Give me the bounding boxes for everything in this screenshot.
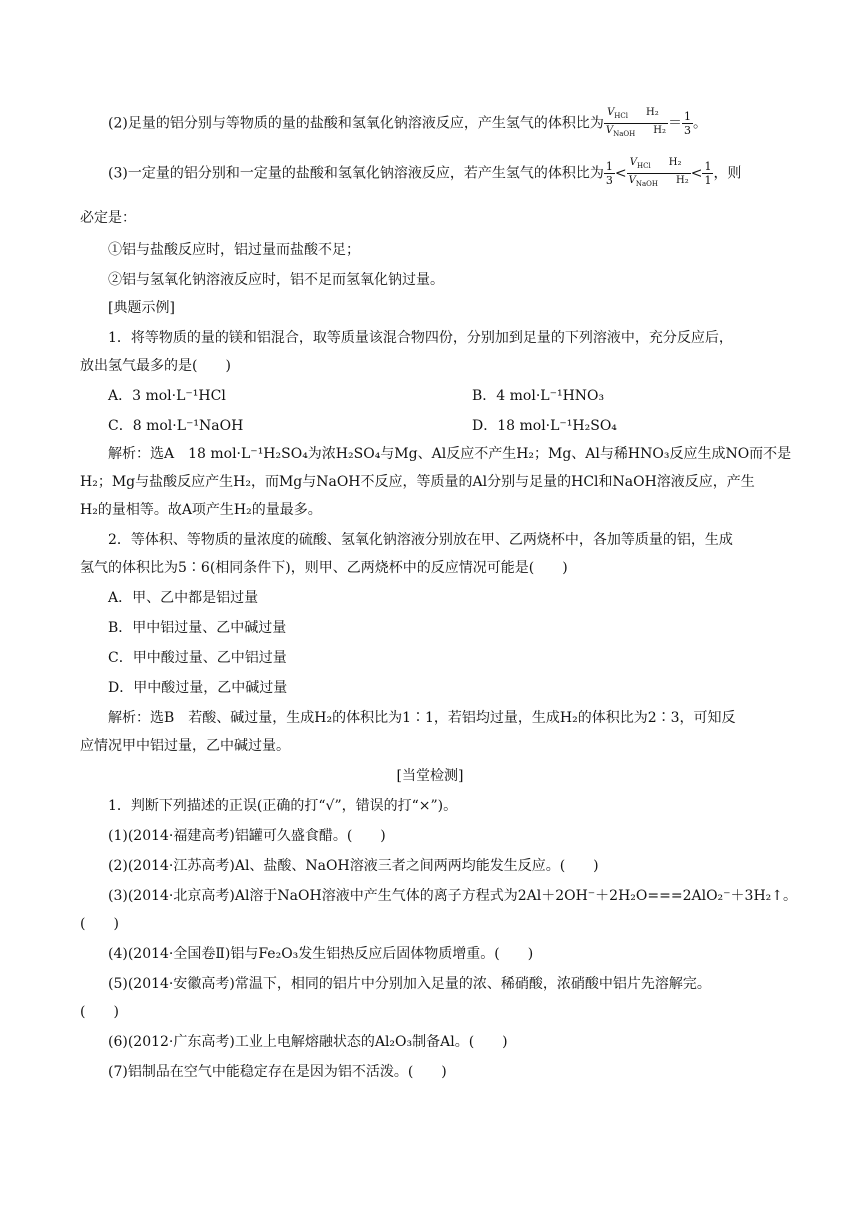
q2-option-a: A．甲、乙中都是铝过量 (108, 590, 259, 606)
t1-item-5-paren: ( ) (80, 1004, 119, 1020)
q1-option-b: B．4 mol·L⁻¹HNO₃ (472, 388, 605, 404)
upper-bound-fraction: $\frac{1}{1}$ (704, 160, 712, 187)
q2-solution-2: 应情况甲中铝过量，乙中碱过量。 (80, 738, 290, 754)
q1-solution-1: 解析：选A 18 mol·L⁻¹H₂SO₄为浓H₂SO₄与Mg、Al反应不产生H₂；Mg、Al与稀HNO₃反应生成NO而不是 (108, 446, 792, 462)
volume-ratio-fraction-2: $\frac{V_{HCl} H_2}{V_{NaOH} H_2}$ (628, 157, 689, 188)
q1-options-row-1 (108, 386, 605, 406)
ratio-value-fraction: $\frac{1}{3}$ (683, 110, 691, 137)
q1-solution-2: H₂；Mg与盐酸反应产生H₂，而Mg与NaOH不反应，等质量的Al分别与足量的HCl和NaOH溶液反应，产生 (80, 474, 755, 490)
t1-item-7: (7)铝制品在空气中能稳定存在是因为铝不活泼。( ) (108, 1064, 447, 1080)
q1-option-d: D．18 mol·L⁻¹H₂SO₄ (472, 418, 617, 434)
q1-solution-3: H₂的量相等。故A项产生H₂的量最多。 (80, 502, 322, 518)
q1-option-a: A．3 mol·L⁻¹HCl (108, 388, 226, 404)
section-heading-examples: [典题示例] (108, 300, 175, 316)
t1-item-3: (3)(2014·北京高考)Al溶于NaOH溶液中产生气体的离子方程式为2Al＋2OH⁻＋2H₂O===2AlO₂⁻＋3H₂↑。 (108, 888, 798, 904)
section-heading-check: [当堂检测] (396, 768, 464, 784)
q1-option-c: C．8 mol·L⁻¹NaOH (108, 418, 244, 434)
t1-item-4: (4)(2014·全国卷Ⅱ)铝与Fe₂O₃发生铝热反应后固体物质增重。( ) (108, 946, 534, 962)
condition-2: ②铝与氢氧化钠溶液反应时，铝不足而氢氧化钠过量。 (108, 272, 444, 288)
q2-stem-2: 氢气的体积比为5∶6(相同条件下)，则甲、乙两烧杯中的反应情况可能是( ) (80, 560, 568, 576)
volume-ratio-fraction: $\frac{V_{HCl} H_2}{V_{NaOH} H_2}$ (605, 107, 666, 138)
para-3: (3)一定量的铝分别和一定量的盐酸和氢氧化钠溶液反应，若产生氢气的体积比为 $\frac{1}{3}$ < $\frac{V_{HCl} H_2}{V_{NaOH} H_2}$ < $\frac{1}{1}$ ，则 (108, 156, 741, 191)
q1-options-row-2 (108, 416, 617, 436)
lower-bound-fraction: $\frac{1}{3}$ (605, 160, 613, 187)
q2-solution-1: 解析：选B 若酸、碱过量，生成H₂的体积比为1∶1，若铝均过量，生成H₂的体积比为2∶3，可知反 (108, 710, 736, 726)
t1-item-3-paren: ( ) (80, 916, 119, 932)
q2-stem-1: 2．等体积、等物质的量浓度的硫酸、氢氧化钠溶液分别放在甲、乙两烧杯中，各加等质量的铝，生成 (108, 532, 733, 548)
t1-item-5: (5)(2014·安徽高考)常温下，相同的铝片中分别加入足量的浓、稀硝酸，浓硝酸中铝片先溶解完。 (108, 976, 711, 992)
q1-stem-1: 1．将等物质的量的镁和铝混合，取等质量该混合物四份，分别加到足量的下列溶液中，充分反应后， (108, 330, 733, 346)
t1-item-1: (1)(2014·福建高考)铝罐可久盛食醋。( ) (108, 828, 386, 844)
para-2: (2)足量的铝分别与等物质的量的盐酸和氢氧化钠溶液反应，产生氢气的体积比为 $\frac{V_{HCl} H_2}{V_{NaOH} H_2}$ ＝ $\frac{1}{3}$ 。 (108, 106, 707, 141)
t1-item-2: (2)(2014·江苏高考)Al、盐酸、NaOH溶液三者之间两两均能发生反应。( ) (108, 858, 599, 874)
para-3-cont: 必定是： (80, 210, 136, 226)
q2-option-b: B．甲中铝过量、乙中碱过量 (108, 620, 287, 636)
t1-item-6: (6)(2012·广东高考)工业上电解熔融状态的Al₂O₃制备Al。( ) (108, 1034, 508, 1050)
t1-stem: 1．判断下列描述的正误(正确的打“√”，错误的打“×”)。 (108, 798, 458, 814)
q1-stem-2: 放出氢气最多的是( ) (80, 358, 231, 374)
q2-option-d: D．甲中酸过量，乙中碱过量 (108, 680, 288, 696)
condition-1: ①铝与盐酸反应时，铝过量而盐酸不足； (108, 242, 360, 258)
q2-option-c: C．甲中酸过量、乙中铝过量 (108, 650, 287, 666)
